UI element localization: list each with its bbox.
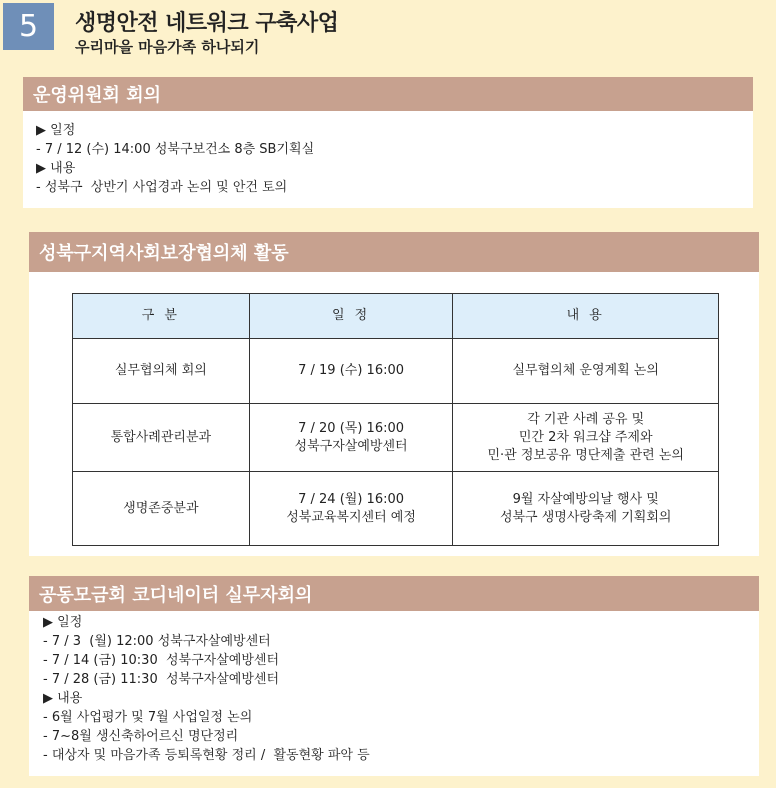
text-line: - 대상자 및 마음가족 등퇴록현황 정리 / 활동현황 파악 등 — [43, 748, 370, 763]
schedule-line: 7 / 20 (목) 16:00 — [298, 420, 405, 436]
steering-committee-text — [36, 121, 753, 197]
text-line: ▶ 내용 — [43, 691, 83, 706]
text-line: ▶ 일정 — [36, 123, 76, 138]
section-body-steering-committee — [23, 111, 753, 208]
category-cell: 실무협의체 회의 — [73, 339, 250, 404]
table-row — [73, 339, 719, 404]
column-header-category: 구 분 — [73, 294, 250, 339]
section-body-coordinator-meeting — [29, 611, 759, 776]
section-title: 성북구지역사회보장협의체 활동 — [39, 243, 289, 264]
text-line: - 7~8월 생신축하어르신 명단정리 — [43, 729, 239, 744]
page-subtitle: 우리마을 마음가족 하나되기 — [75, 38, 260, 56]
content-line: 민·관 정보공유 명단제출 관련 논의 — [487, 447, 684, 463]
schedule-line: 7 / 24 (월) 16:00 — [298, 491, 405, 507]
content-cell — [453, 472, 719, 546]
section-number-badge: 5 — [3, 3, 54, 50]
text-line: ▶ 내용 — [36, 161, 76, 176]
schedule-cell — [249, 404, 453, 472]
text-line: ▶ 일정 — [43, 615, 83, 630]
category-cell: 생명존중분과 — [73, 472, 250, 546]
section-header-council-activities — [29, 232, 759, 272]
schedule-line: 성북교육복지센터 예정 — [286, 509, 416, 525]
content-line: 성북구 생명사랑축제 기획회의 — [499, 509, 672, 525]
activities-table — [72, 293, 719, 546]
content-line: 9월 자살예방의날 행사 및 — [512, 491, 659, 507]
column-header-schedule: 일 정 — [249, 294, 453, 339]
content-line: 실무협의체 운영계획 논의 — [512, 363, 659, 378]
section-title: 공동모금회 코디네이터 실무자회의 — [39, 584, 313, 606]
text-line: - 6월 사업평가 및 7월 사업일정 논의 — [43, 710, 253, 725]
schedule-cell — [249, 472, 453, 546]
text-line: - 7 / 12 (수) 14:00 성북구보건소 8층 SB기획실 — [36, 142, 315, 157]
text-line: - 7 / 28 (금) 11:30 성북구자살예방센터 — [43, 672, 279, 687]
content-cell — [453, 404, 719, 472]
table-row — [73, 472, 719, 546]
category-cell: 통합사례관리분과 — [73, 404, 250, 472]
schedule-line: 7 / 19 (수) 16:00 — [298, 363, 405, 378]
section-header-steering-committee — [23, 77, 753, 111]
table-row — [73, 404, 719, 472]
page-title: 생명안전 네트워크 구축사업 — [75, 11, 339, 36]
text-line: - 성북구 상반기 사업경과 논의 및 안건 토의 — [36, 180, 288, 195]
content-line: 각 기관 사례 공유 및 — [527, 411, 645, 427]
text-line: - 7 / 3 (월) 12:00 성북구자살예방센터 — [43, 634, 271, 649]
section-header-coordinator-meeting — [29, 576, 759, 611]
text-line: - 7 / 14 (금) 10:30 성북구자살예방센터 — [43, 653, 279, 668]
section-title: 운영위원회 회의 — [33, 85, 161, 106]
schedule-line: 성북구자살예방센터 — [294, 438, 408, 454]
schedule-cell — [249, 339, 453, 404]
content-line: 민간 2차 워크샵 주제와 — [518, 429, 653, 445]
content-cell — [453, 339, 719, 404]
table-header-row — [73, 294, 719, 339]
column-header-content: 내 용 — [453, 294, 719, 339]
coordinator-meeting-text — [43, 613, 759, 765]
